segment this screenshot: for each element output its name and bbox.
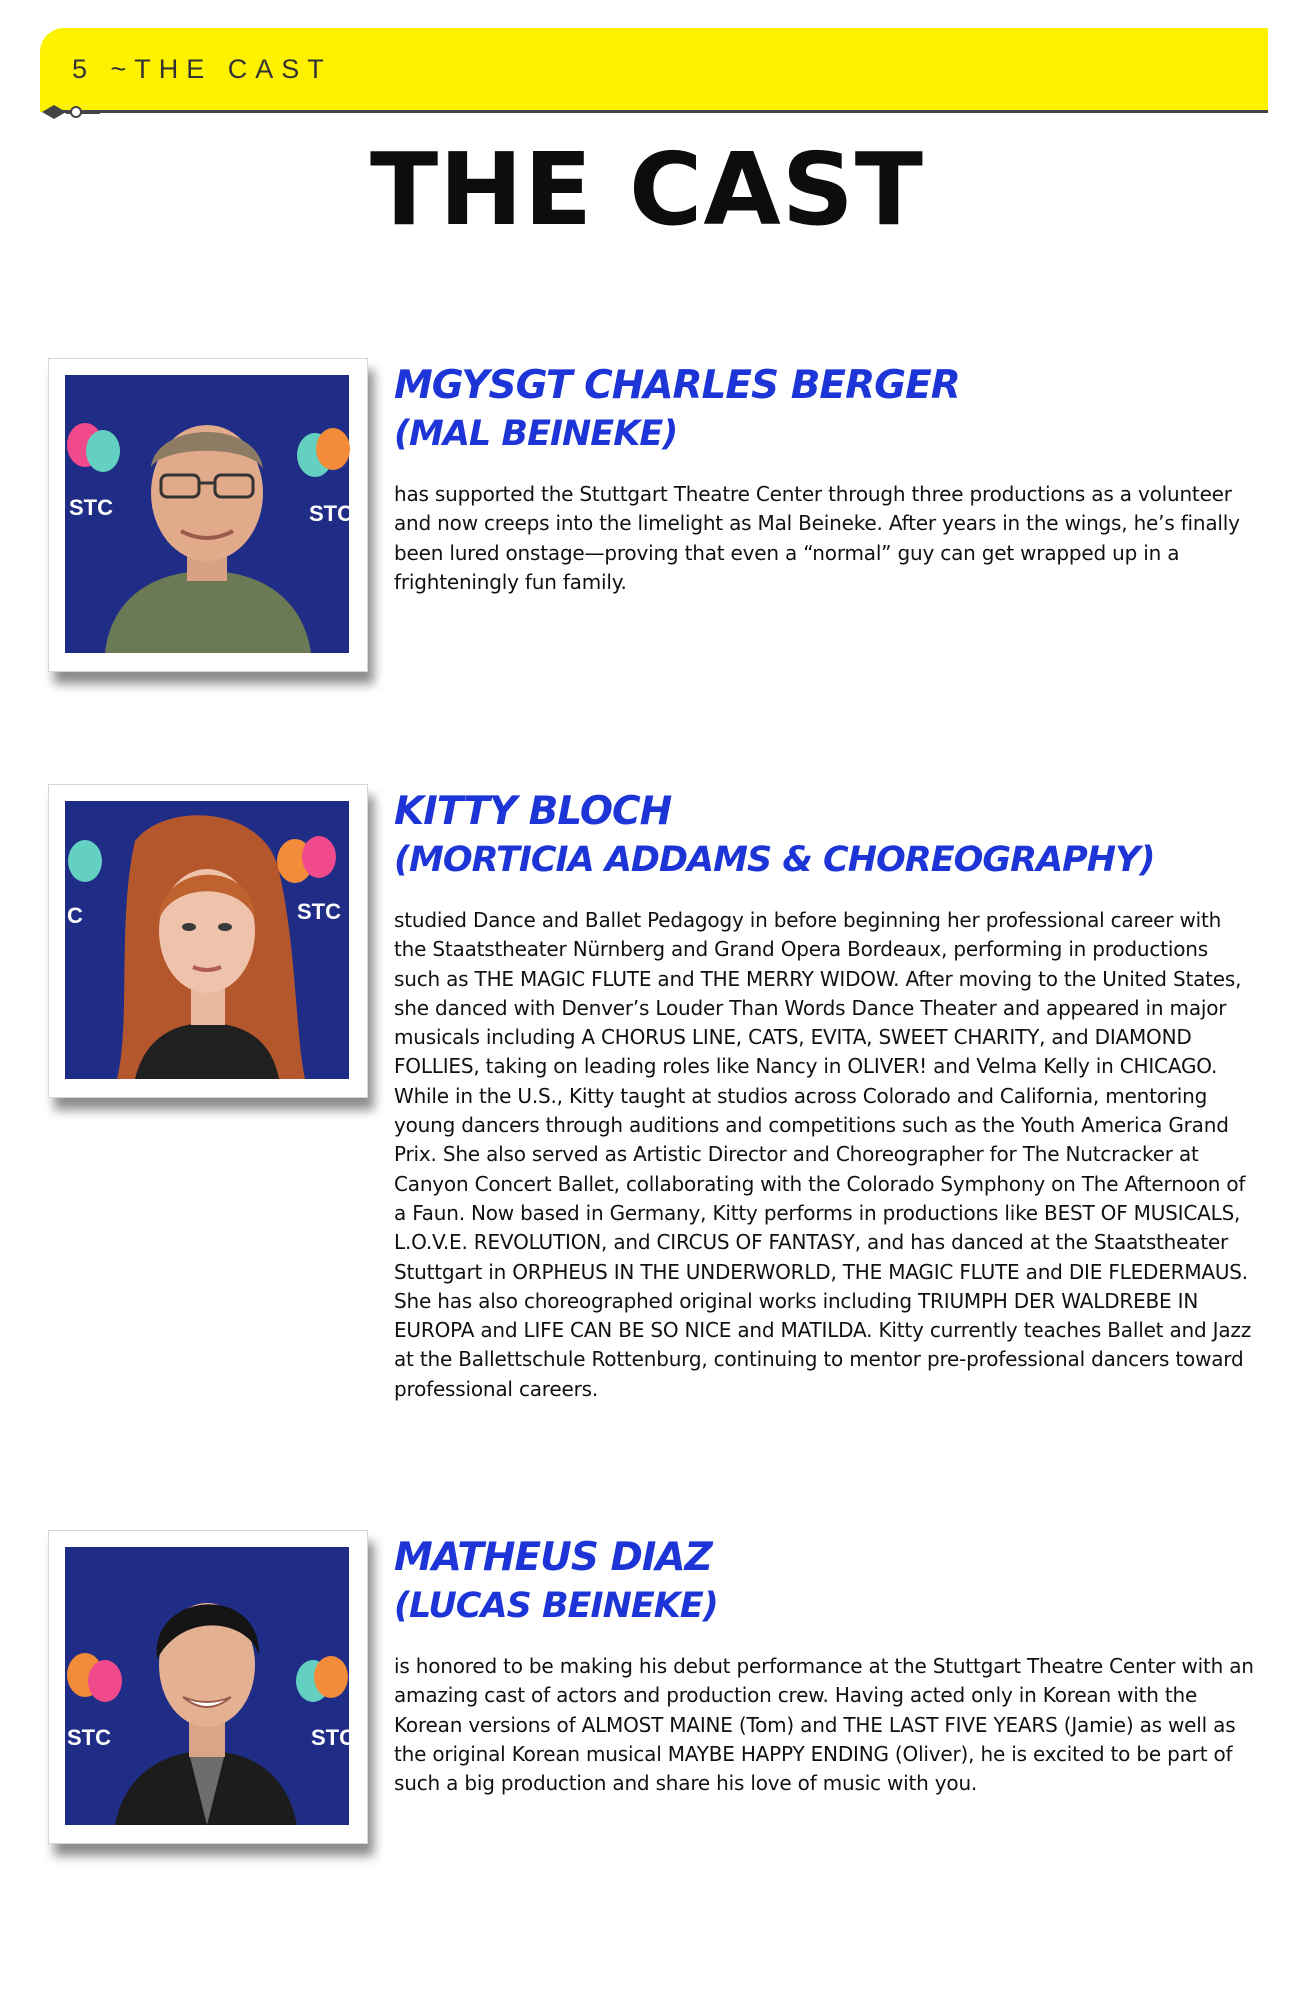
backdrop-logo-left: STC [67, 1725, 111, 1750]
actor-name: MATHEUS DIAZ [394, 1535, 712, 1580]
section-label: 5 ~THE CAST [72, 54, 332, 84]
headshot-photo [65, 375, 353, 653]
headshot-frame [48, 358, 368, 672]
role-name: (LUCAS BEINEKE) [394, 1586, 718, 1626]
actor-name: KITTY BLOCH [394, 789, 672, 834]
backdrop-logo-right: STC [311, 1725, 355, 1750]
backdrop-logo-right: STC [297, 899, 341, 924]
backdrop-logo-right: STC [309, 501, 353, 526]
headshot-frame [48, 784, 368, 1098]
ornament-icon [40, 100, 100, 124]
header-rule [56, 110, 1268, 113]
bio-text: has supported the Stuttgart Theatre Center through three productions as a volunteer and now creeps into the limelight as Mal Beineke. After years in the wings, he’s finally been lured onstage—proving that even a “normal” guy can get wrapped up in a frighteningly fun family. [394, 482, 1240, 594]
page-title: THE CAST [369, 131, 925, 248]
headshot-frame [48, 1530, 368, 1844]
cast-bio-block [394, 788, 1254, 1404]
headshot-photo [65, 801, 349, 1079]
bio-text: is honored to be making his debut performance at the Stuttgart Theatre Center with an amazing cast of actors and production crew. Having acted only in Korean with the Korean versions of ALMOST MAINE (Tom) and THE LAST FIVE YEARS (Jamie) as well as the original Korean musical MAYBE HAPPY ENDING (Oliver), he is excited to be part of such a big production and share his love of music with you. [394, 1654, 1254, 1796]
role-name: (MAL BEINEKE) [394, 414, 678, 454]
actor-name: MGYSGT CHARLES BERGER [394, 363, 960, 408]
headshot-photo [65, 1547, 355, 1825]
cast-bio-block [394, 1534, 1254, 1798]
backdrop-logo-left: STC [69, 495, 113, 520]
cast-bio-block [394, 362, 1254, 597]
role-name: (MORTICIA ADDAMS & CHOREOGRAPHY) [394, 840, 1155, 880]
bio-text: studied Dance and Ballet Pedagogy in before beginning her professional career with the Staatstheater Nürnberg and Grand Opera Bordeaux, performing in productions such as THE MAGIC FLUTE and THE MERRY WIDOW. After moving to the United States, she danced with Denver’s Louder Than Words Dance Theater and appeared in major musicals including A CHORUS LINE, CATS, EVITA, SWEET CHARITY, and DIAMOND FOLLIES, taking on leading roles like Nancy in OLIVER! and Velma Kelly in CHICAGO. While in the U.S., Kitty taught at studios across Colorado and California, mentoring young dancers through auditions and competitions such as the Youth America Grand Prix. She also served as Artistic Director and Choreographer for The Nutcracker at Canyon Concert Ballet, collaborating with the Colorado Symphony on The Afternoon of a Faun. Now based in Germany, Kitty performs in productions like BEST OF MUSICALS, L.O.V.E. REVOLUTION, and CIRCUS OF FANTASY, and has danced at the Staatstheater Stuttgart in ORPHEUS IN THE UNDERWORLD, THE MAGIC FLUTE and DIE FLEDERMAUS. She has also choreographed original works including TRIUMPH DER WALDREBE IN EUROPA and LIFE CAN BE SO NICE and MATILDA. Kitty currently teaches Ballet and Jazz at the Ballettschule Rottenburg, continuing to mentor pre-professional dancers toward professional careers. [394, 908, 1252, 1401]
backdrop-logo-left: C [67, 903, 83, 928]
